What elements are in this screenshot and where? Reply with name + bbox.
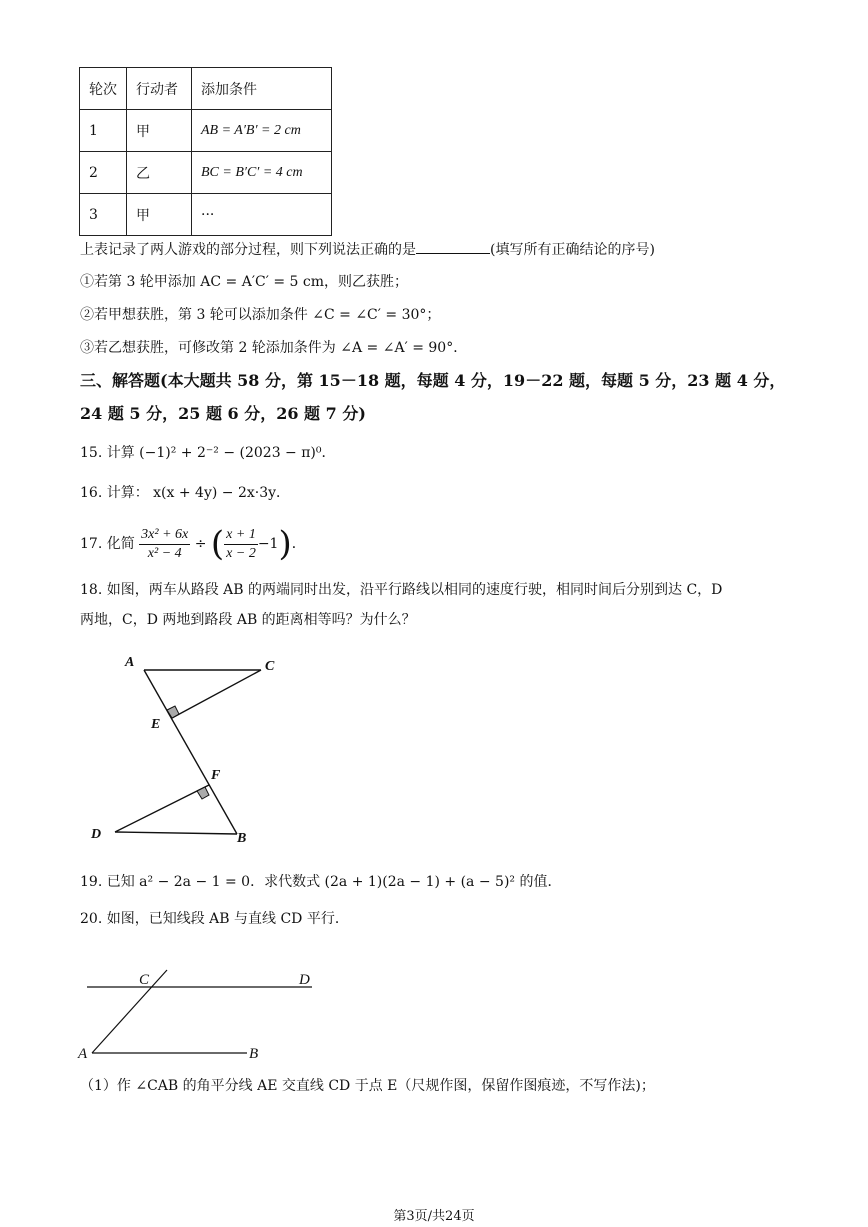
line-ac <box>92 970 167 1053</box>
fraction-1-denominator: x² − 4 <box>147 545 182 561</box>
segment-ce <box>172 670 261 718</box>
figure-20-diagram <box>75 960 325 1070</box>
segment-df <box>115 785 209 832</box>
table-cell-actor: 乙 <box>127 152 192 194</box>
table-cell-round: 1 <box>80 110 127 152</box>
label-f: F <box>211 768 221 783</box>
problem-19: 19. 已知 a² − 2a − 1 = 0．求代数式 (2a + 1)(2a − 1) + (a − 5)² 的值． <box>80 874 562 890</box>
game-record-table <box>79 67 332 236</box>
problem-17 <box>80 520 306 568</box>
minus-one: −1 <box>257 536 279 552</box>
problem-17-label: 17. 化简 <box>80 536 135 552</box>
label-b: B <box>237 831 247 846</box>
label-a: A <box>125 655 135 670</box>
label-c: C <box>139 972 150 988</box>
label-e: E <box>151 717 161 732</box>
fraction-1 <box>139 526 190 563</box>
problem-20-part1: （1）作 ∠CAB 的角平分线 AE 交直线 CD 于点 E（尺规作图，保留作图痕迹，不写作法)； <box>80 1078 655 1094</box>
right-angle-mark-f-icon <box>197 787 209 799</box>
segment-ab <box>144 670 237 834</box>
table-row <box>80 194 332 236</box>
page-footer: 第3页/共24页 <box>393 1209 475 1224</box>
section-heading-line1: 三、解答题(本大题共 58 分，第 15－18 题，每题 4 分，19－22 题，每题 5 分，23 题 4 分， <box>80 371 786 390</box>
label-d: D <box>91 827 102 842</box>
table-cell-actor: 甲 <box>127 194 192 236</box>
answer-blank[interactable] <box>416 239 490 254</box>
segment-db <box>115 832 237 834</box>
problem-18-line1: 18. 如图，两车从路段 AB 的两端同时出发，沿平行路线以相同的速度行驶，相同时间后分别到达 C，D <box>80 582 723 598</box>
problem-20: 20. 如图，已知线段 AB 与直线 CD 平行． <box>80 911 349 927</box>
table-header-cell: 行动者 <box>127 68 192 110</box>
question-intro-hint: (填写所有正确结论的序号) <box>490 242 655 258</box>
problem-17-end: ． <box>291 536 306 552</box>
label-c: C <box>265 659 275 674</box>
section-heading-line2: 24 题 5 分，25 题 6 分，26 题 7 分) <box>80 404 366 423</box>
problem-16: 16. 计算： x(x + 4y) − 2x·3y． <box>80 485 291 501</box>
table-cell-actor: 甲 <box>127 110 192 152</box>
problem-15: 15. 计算 (−1)² + 2⁻² − (2023 − π)⁰． <box>80 445 336 461</box>
table-cell-condition: AB = A′B′ = 2 cm <box>192 110 332 152</box>
table-cell-condition: BC = B′C′ = 4 cm <box>192 152 332 194</box>
fraction-2 <box>224 526 258 563</box>
right-angle-mark-e-icon <box>167 706 179 718</box>
fraction-1-numerator: 3x² + 6x <box>139 526 190 545</box>
division-sign: ÷ <box>194 536 207 552</box>
right-paren-icon: ) <box>278 524 292 564</box>
question-intro <box>80 239 655 260</box>
fraction-2-numerator: x + 1 <box>224 526 258 545</box>
label-d: D <box>299 972 310 988</box>
table-row <box>80 152 332 194</box>
option-3: ③若乙想获胜，可修改第 2 轮添加条件为 ∠A = ∠A′ = 90°． <box>80 340 468 356</box>
table-header-cell: 轮次 <box>80 68 127 110</box>
option-2: ②若甲想获胜，第 3 轮可以添加条件 ∠C = ∠C′ = 30°； <box>80 307 441 323</box>
left-paren-icon: ( <box>210 524 225 564</box>
table-row <box>80 110 332 152</box>
option-1: ①若第 3 轮甲添加 AC = A′C′ = 5 cm，则乙获胜； <box>80 274 408 290</box>
fraction-2-denominator: x − 2 <box>226 545 256 561</box>
label-a: A <box>78 1046 88 1062</box>
table-cell-round: 2 <box>80 152 127 194</box>
figure-18-diagram <box>85 648 295 848</box>
table-cell-condition: ··· <box>192 194 332 236</box>
question-intro-text: 上表记录了两人游戏的部分过程，则下列说法正确的是 <box>80 242 416 258</box>
table-cell-round: 3 <box>80 194 127 236</box>
table-header-row <box>80 68 332 110</box>
problem-18-line2: 两地，C，D 两地到路段 AB 的距离相等吗？为什么？ <box>80 612 416 628</box>
label-b: B <box>249 1046 259 1062</box>
table-header-cell: 添加条件 <box>192 68 332 110</box>
